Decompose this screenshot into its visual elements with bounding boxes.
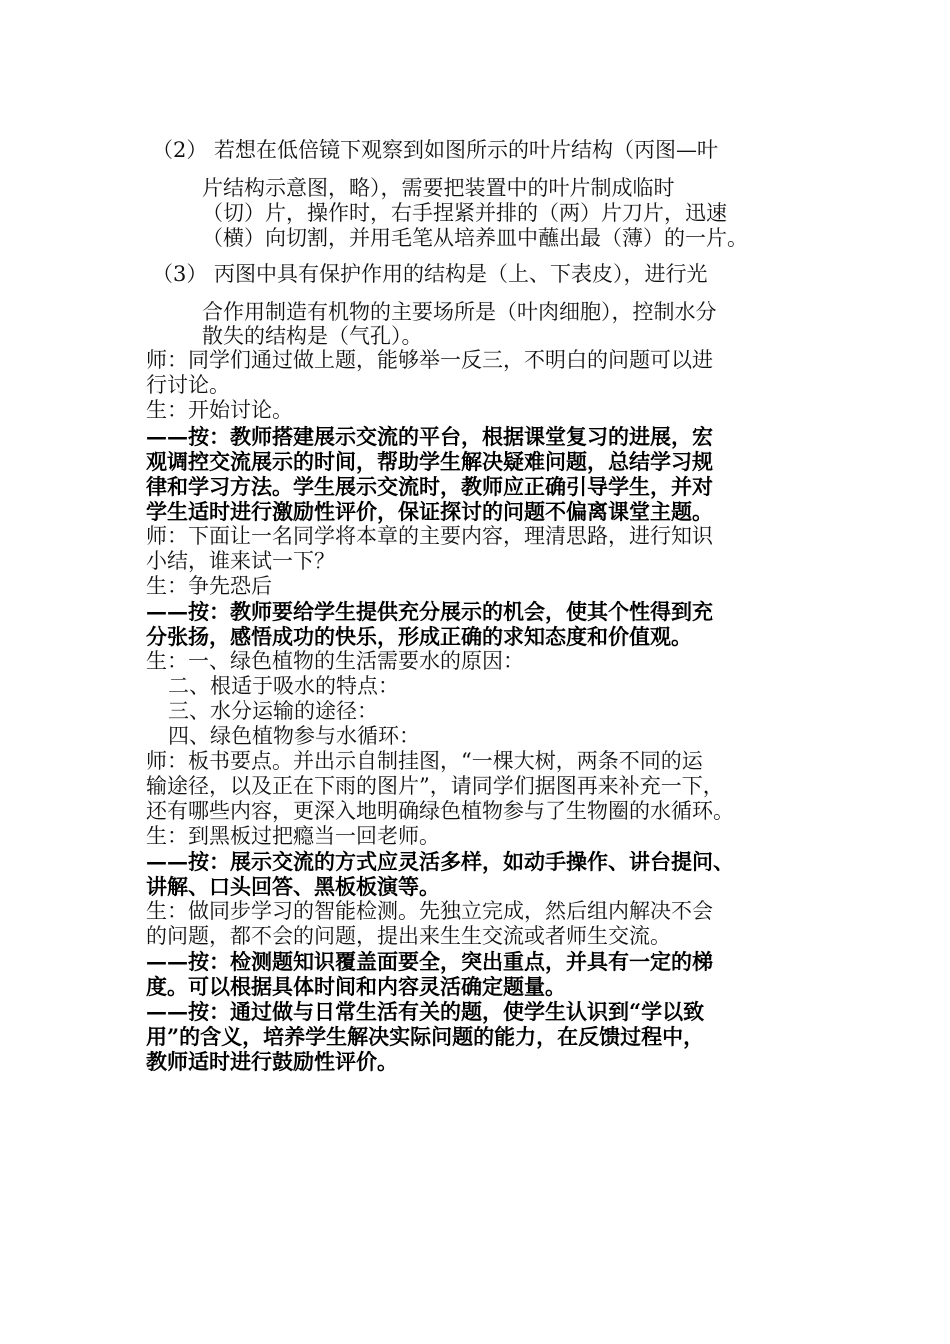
note-2-line-1: ——按：教师要给学生提供充分展示的机会，使其个性得到充 — [146, 599, 713, 624]
question-3-line-1: （3） 丙图中具有保护作用的结构是（上、下表皮），进行光 — [152, 262, 708, 286]
note-1-line-3: 律和学习方法。学生展示交流时，教师应正确引导学生，并对 — [146, 474, 713, 499]
teacher-board-line-3: 还有哪些内容，更深入地明确绿色植物参与了生物圈的水循环。 — [146, 799, 734, 823]
student-eager-line: 生：争先恐后 — [146, 574, 272, 598]
note-4-line-1: ——按：检测题知识覆盖面要全，突出重点，并具有一定的梯 — [146, 949, 713, 974]
summary-item-4: 四、绿色植物参与水循环： — [168, 724, 420, 748]
student-test-line-1: 生：做同步学习的智能检测。先独立完成，然后组内解决不会 — [146, 899, 713, 923]
student-test-line-2: 的问题，都不会的问题，提出来生生交流或者师生交流。 — [146, 924, 671, 948]
note-2-line-2: 分张扬，感悟成功的快乐，形成正确的求知态度和价值观。 — [146, 624, 692, 649]
summary-item-1: 生：一、绿色植物的生活需要水的原因： — [146, 649, 524, 673]
teacher-board-line-2: 输途径，以及正在下雨的图片”，请同学们据图再来补充一下， — [146, 774, 724, 798]
summary-item-2: 二、根适于吸水的特点： — [168, 674, 399, 698]
question-3-line-2: 合作用制造有机物的主要场所是（叶肉细胞），控制水分 — [202, 300, 717, 324]
note-5-line-2: 用”的含义，培养学生解决实际问题的能力，在反馈过程中， — [146, 1024, 705, 1049]
note-5-line-3: 教师适时进行鼓励性评价。 — [146, 1049, 398, 1074]
note-5-line-1: ——按：通过做与日常生活有关的题，使学生认识到“学以致 — [146, 999, 705, 1024]
question-2-line-2: 片结构示意图，略），需要把装置中的叶片制成临时 — [202, 176, 675, 200]
student-board-line: 生：到黑板过把瘾当一回老师。 — [146, 824, 440, 848]
question-2-line-3: （切）片，操作时，右手捏紧并排的（两）片刀片，迅速 — [202, 201, 727, 225]
teacher-summary-line-1: 师：下面让一名同学将本章的主要内容，理清思路，进行知识 — [146, 524, 713, 548]
teacher-summary-line-2: 小结，谁来试一下？ — [146, 549, 335, 573]
question-2-line-1: （2） 若想在低倍镜下观察到如图所示的叶片结构（丙图—叶 — [152, 138, 719, 162]
note-1-line-2: 观调控交流展示的时间，帮助学生解决疑难问题，总结学习规 — [146, 449, 713, 474]
question-2-line-4: （横）向切割，并用毛笔从培养皿中蘸出最（薄）的一片。 — [202, 226, 748, 250]
question-3-line-3: 散失的结构是（气孔）。 — [202, 324, 423, 348]
note-1-line-1: ——按：教师搭建展示交流的平台，根据课堂复习的进展，宏 — [146, 424, 713, 449]
teacher-line-2: 行讨论。 — [146, 373, 230, 397]
summary-item-3: 三、水分运输的途径： — [168, 699, 378, 723]
teacher-line-1: 师：同学们通过做上题，能够举一反三，不明白的问题可以进 — [146, 348, 713, 372]
student-line: 生：开始讨论。 — [146, 398, 293, 422]
teacher-board-line-1: 师：板书要点。并出示自制挂图，“一棵大树，两条不同的运 — [146, 749, 703, 773]
note-3-line-1: ——按：展示交流的方式应灵活多样，如动手操作、讲台提问、 — [146, 849, 734, 874]
note-4-line-2: 度。可以根据具体时间和内容灵活确定题量。 — [146, 974, 566, 999]
note-3-line-2: 讲解、口头回答、黑板板演等。 — [146, 874, 440, 899]
note-1-line-4: 学生适时进行激励性评价，保证探讨的问题不偏离课堂主题。 — [146, 499, 713, 524]
